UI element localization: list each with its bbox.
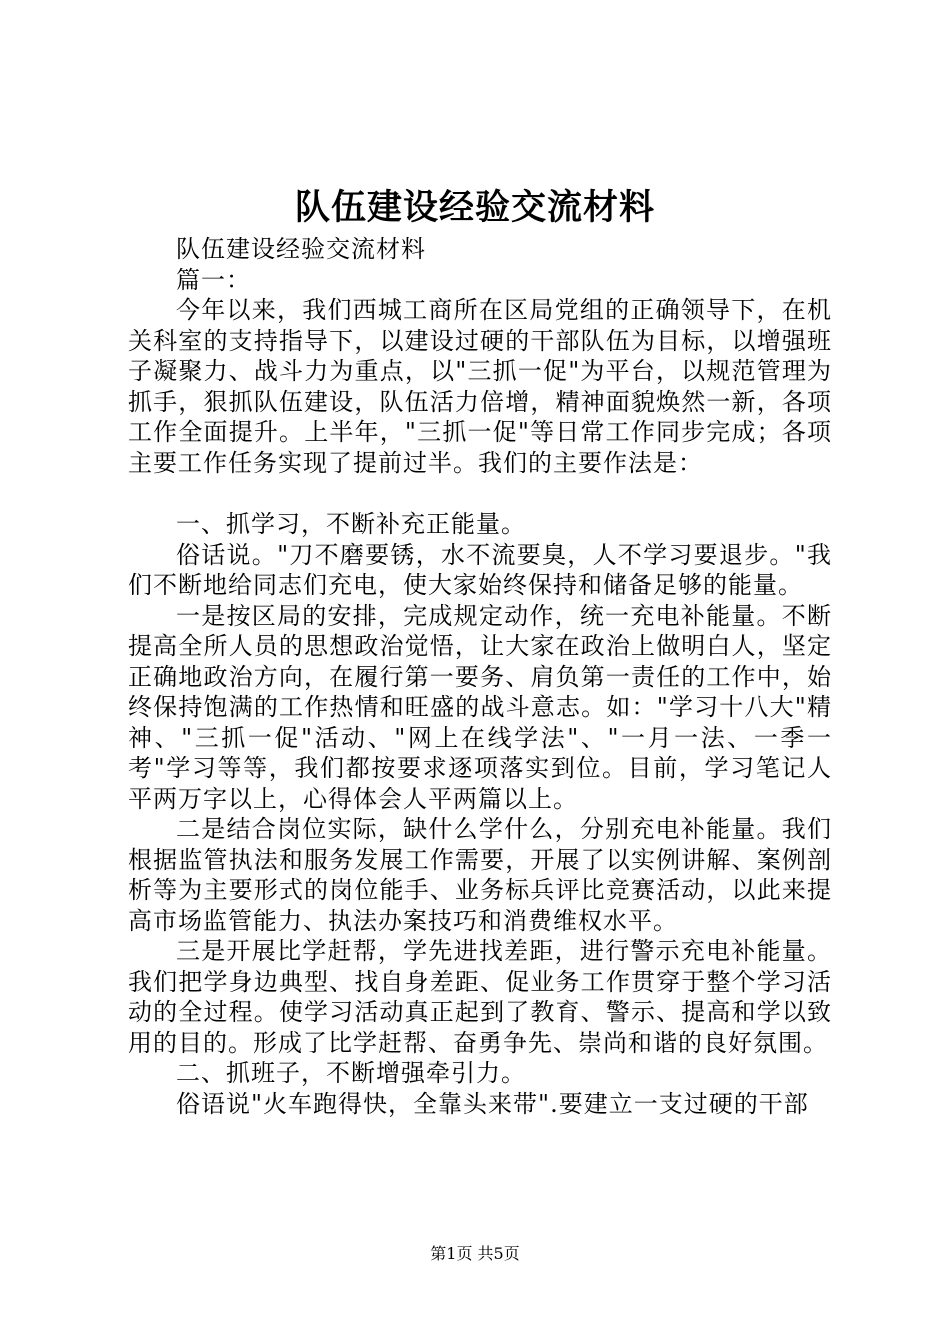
paragraph-point-three: 三是开展比学赶帮，学先进找差距，进行警示充电补能量。我们把学身边典型、找自身差距、促业务工作贯穿于整个学习活动的全过程。使学习活动真正起到了教育、警示、提高和学以致用的目的。形成了比学赶帮、奋勇争先、崇尚和谐的良好氛围。: [128, 937, 832, 1057]
paragraph-leadership: 俗语说"火车跑得快，全靠头来带".要建立一支过硬的干部: [176, 1089, 809, 1118]
document-title: 队伍建设经验交流材料: [294, 187, 655, 228]
document-body: [128, 234, 832, 1119]
heading-leadership: 二、抓班子，不断增强牵引力。: [176, 1059, 526, 1087]
paragraph-point-two: 二是结合岗位实际，缺什么学什么，分别充电补能量。我们根据监管执法和服务发展工作需要，开展了以实例讲解、案例剖析等为主要形式的岗位能手、业务标兵评比竞赛活动，以此来提高市场监管能力、执法办案技巧和消费维权水平。: [128, 815, 832, 935]
paragraph-proverb: 俗话说。"刀不磨要锈，水不流要臭，人不学习要退步。"我们不断地给同志们充电，使大家始终保持和储备足够的能量。: [128, 540, 832, 599]
paragraph-subtitle: 队伍建设经验交流材料: [176, 235, 426, 263]
paragraph-intro: 今年以来，我们西城工商所在区局党组的正确领导下，在机关科室的支持指导下，以建设过硬的干部队伍为目标，以增强班子凝聚力、战斗力为重点，以"三抓一促"为平台，以规范管理为抓手，狠抓队伍建设，队伍活力倍增，精神面貌焕然一新，各项工作全面提升。上半年，"三抓一促"等日常工作同步完成；各项主要工作任务实现了提前过半。我们的主要作法是：: [128, 296, 832, 477]
heading-study: 一、抓学习，不断补充正能量。: [176, 510, 526, 538]
paragraph-section-label: 篇一：: [176, 265, 251, 294]
page-footer: 第1页 共5页: [430, 1244, 520, 1263]
paragraph-point-one: 一是按区局的安排，完成规定动作，统一充电补能量。不断提高全所人员的思想政治觉悟，让大家在政治上做明白人，坚定正确地政治方向，在履行第一要务、肩负第一责任的工作中，始终保持饱满的工作热情和旺盛的战斗意志。如："学习十八大"精神、"三抓一促"活动、"网上在线学法"、"一月一法、一季一考"学习等等，我们都按要求逐项落实到位。目前，学习笔记人平两万字以上，心得体会人平两篇以上。: [128, 601, 832, 813]
